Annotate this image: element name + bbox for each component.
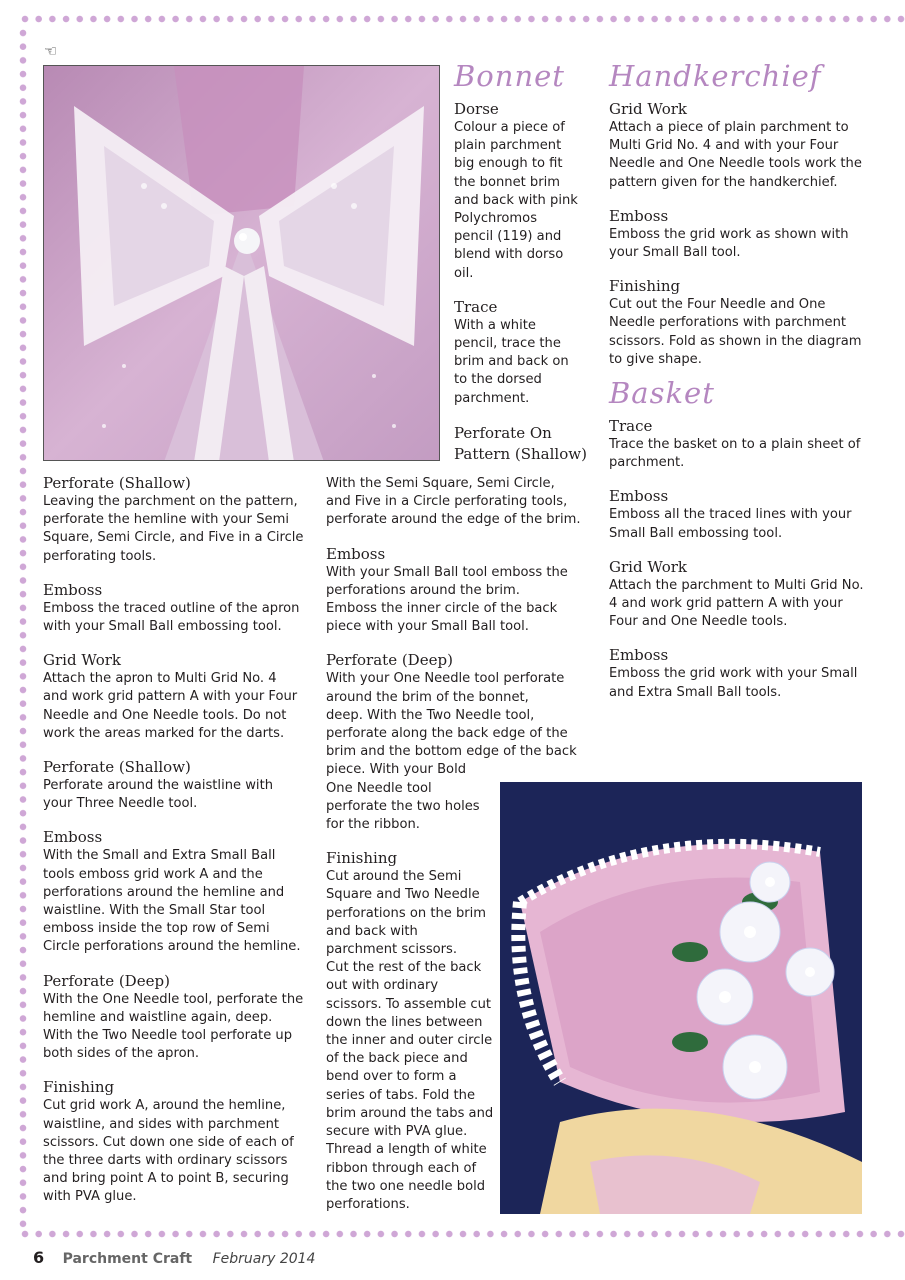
bonnet-section xyxy=(326,849,586,1214)
bonnet-title: Bonnet xyxy=(454,59,565,93)
section-heading: Perforate (Shallow) xyxy=(43,474,191,492)
apron-section xyxy=(43,828,313,956)
handkerchief-section xyxy=(609,277,879,369)
hand-pointer-icon: ☜ xyxy=(44,42,58,60)
section-heading: Perforate (Shallow) xyxy=(43,758,191,777)
section-heading: Emboss xyxy=(326,544,386,563)
page-number: 6 xyxy=(33,1248,45,1267)
section-text: Cut out the Four Needle and One Needle perforations with parchment scissors. Fold as shown in the diagram to give shape. xyxy=(609,297,862,367)
apron-section xyxy=(43,1078,313,1206)
bonnet-section xyxy=(326,475,586,530)
section-heading: Grid Work xyxy=(609,100,688,118)
section-text: Emboss all the traced lines with your Small Ball embossing tool. xyxy=(609,507,852,541)
section-text: With the Small and Extra Small Ball tools emboss grid work A and the perforations around the hemline and waistline. With the Small Star tool emboss inside the top row of Semi Circle perforations around the hemline. xyxy=(43,848,301,955)
handkerchief-title: Handkerchief xyxy=(609,59,822,93)
section-heading: Trace xyxy=(609,417,653,436)
apron-section xyxy=(43,581,313,636)
bonnet-section xyxy=(454,100,594,283)
apron-section xyxy=(43,972,313,1064)
page-footer xyxy=(33,1248,315,1267)
apron-column xyxy=(43,474,313,1222)
section-text: Emboss the grid work with your Small and Extra Small Ball tools. xyxy=(609,666,858,700)
section-text: With your One Needle tool perforate around the brim of the bonnet, deep. With the Two Needle tool, perforate along the back edge of the brim and the bottom edge of the back piece. With your Bold One Needle tool perforate the two holes for the ribbon. xyxy=(326,671,577,833)
section-heading: Finishing xyxy=(43,1078,115,1097)
section-heading: Emboss xyxy=(43,580,103,599)
handkerchief-section xyxy=(609,207,879,262)
section-heading: Emboss xyxy=(609,206,669,225)
section-heading: Perforate (Deep) xyxy=(326,651,453,670)
section-text: Emboss the traced outline of the apron with your Small Ball embossing tool. xyxy=(43,600,300,635)
apron-section xyxy=(43,758,313,813)
section-heading: Emboss xyxy=(609,487,669,506)
section-heading: Dorse xyxy=(454,100,499,118)
section-heading: Trace xyxy=(454,297,498,316)
section-text: With a white pencil, trace the brim and back on to the dorsed parchment. xyxy=(454,317,569,406)
section-text: With your Small Ball tool emboss the perforations around the brim. Emboss the inner circle of the back piece with your Small Ball tool. xyxy=(326,564,568,635)
dotted-border-top xyxy=(20,14,905,24)
bonnet-section xyxy=(454,298,594,408)
right-column xyxy=(609,58,879,717)
section-text: Cut around the Semi Square and Two Needle perforations on the brim and back with parchment scissors. Cut the rest of the back out with ordinary scissors. To assemble cut down the lines between the inner and outer circle of the back piece and bend over to form a series of tabs. Fold the brim around the tabs and secure with PVA glue. Thread a length of white ribbon through each of the two one needle bold perforations. xyxy=(326,869,494,1212)
basket-section xyxy=(609,487,879,542)
section-text: Attach the parchment to Multi Grid No. 4 and work grid pattern A with your Four and One Needle tools. xyxy=(609,577,864,630)
bonnet-section xyxy=(326,545,586,637)
section-text: Attach the apron to Multi Grid No. 4 and work grid pattern A with your Four Needle and One Needle tools. Do not work the areas marked for the darts. xyxy=(43,671,298,741)
magazine-name: Parchment Craft xyxy=(62,1251,193,1267)
section-heading: Emboss xyxy=(609,646,669,665)
section-heading: Finishing xyxy=(326,849,398,868)
handkerchief-section xyxy=(609,100,879,192)
section-heading: Grid Work xyxy=(609,557,688,576)
section-text: With the One Needle tool, perforate the hemline and waistline again, deep. With the Two Needle tool perforate up both sides of the apron. xyxy=(43,991,304,1062)
apron-section xyxy=(43,651,313,743)
section-text: Trace the basket on to a plain sheet of parchment. xyxy=(609,437,861,471)
section-text: With the Semi Square, Semi Circle, and Five in a Circle perforating tools, perforate around the edge of the brim. xyxy=(326,476,581,528)
section-heading: Perforate On Pattern (Shallow) xyxy=(454,423,587,463)
bow-photo xyxy=(43,65,440,461)
dotted-border-left xyxy=(18,28,28,1228)
section-text: Cut grid work A, around the hemline, waistline, and sides with parchment scissors. Cut down one side of each of the three darts with ordinary scissors and bring point A to point B, securing with PVA glue. xyxy=(43,1098,294,1205)
issue-date: February 2014 xyxy=(212,1251,316,1267)
basket-section xyxy=(609,417,879,472)
bonnet-section xyxy=(454,423,594,465)
basket-section xyxy=(609,558,879,632)
basket-title: Basket xyxy=(609,376,715,411)
section-text: Perforate around the waistline with your Three Needle tool. xyxy=(43,778,273,812)
dotted-border-bottom xyxy=(20,1229,905,1239)
section-heading: Emboss xyxy=(43,828,103,847)
bonnet-lower-column xyxy=(326,475,586,1229)
section-heading: Perforate (Deep) xyxy=(43,971,170,990)
section-heading: Grid Work xyxy=(43,651,122,670)
section-text: Colour a piece of plain parchment big enough to fit the bonnet brim and back with pink Polychromos pencil (119) and blend with dorso oil. xyxy=(454,120,578,281)
basket-section xyxy=(609,646,879,701)
section-heading: Finishing xyxy=(609,277,681,296)
section-text: Emboss the grid work as shown with your Small Ball tool. xyxy=(609,226,849,261)
apron-section xyxy=(43,474,313,566)
bonnet-top-column xyxy=(454,58,594,480)
bonnet-section xyxy=(326,651,586,834)
section-text: Leaving the parchment on the pattern, perforate the hemline with your Semi Square, Semi Circle, and Five in a Circle perforating tools. xyxy=(43,494,304,564)
section-text: Attach a piece of plain parchment to Multi Grid No. 4 and with your Four Needle and One Needle tools work the pattern given for the handkerchief. xyxy=(609,120,862,190)
